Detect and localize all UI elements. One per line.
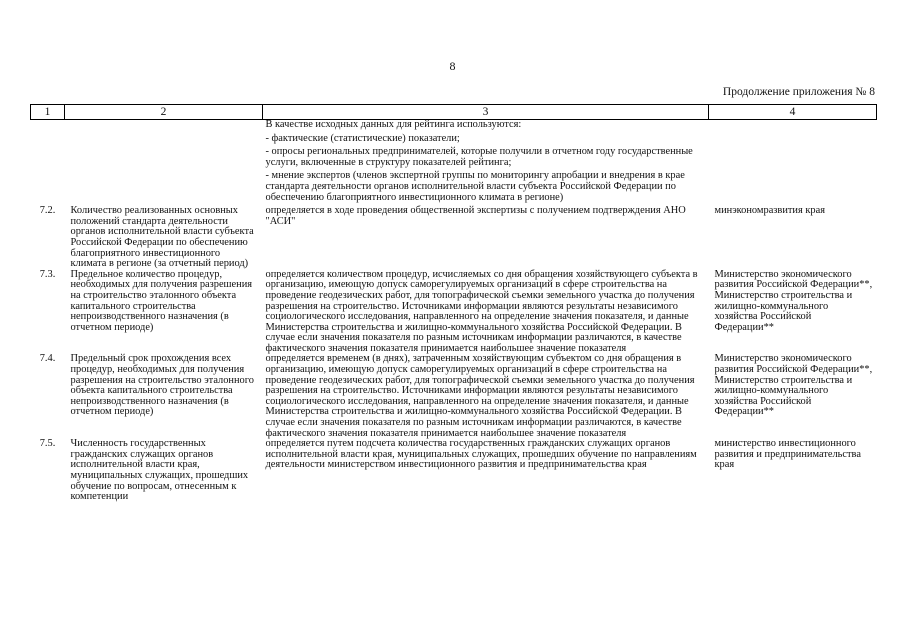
responsible-body: минэкономразвития края (714, 205, 825, 217)
calculation-method: определяется в ходе проведения общественной экспертизы с получением подтверждения АНО "АСИ" (265, 205, 686, 227)
table-row (31, 354, 877, 439)
indicators-table (30, 104, 877, 503)
calculation-method: определяется путем подсчета количества государственных гражданских служащих органов исполнительной власти края, муниципальных служащих, прошедших обучение по направлениям деятельности министерством инвестиционного развития и предпринимательства края (265, 438, 697, 471)
appendix-continuation-note: Продолжение приложения № 8 (722, 86, 875, 98)
indicator-name: Предельный срок прохождения всех процедур, необходимых для получения разрешения на строительство эталонного объекта капитального строительства непроизводственного назначения (в отчетном периоде) (70, 353, 254, 418)
intro-paragraph: В качестве исходных данных для рейтинга используются: (265, 119, 522, 130)
column-header-4: 4 (709, 105, 877, 120)
responsible-body: министерство инвестиционного развития и предпринимательства края (714, 438, 861, 471)
row-number: 7.2. (39, 205, 56, 217)
row-number: 7.4. (39, 353, 56, 365)
intro-paragraph: - фактические (статистические) показатели; (265, 132, 460, 144)
intro-paragraph: - опросы региональных предпринимателей, которые получили в отчетном году государственные услуги, включенные в структуру показателей рейтинга; (265, 146, 693, 168)
responsible-body: Министерство экономического развития Российской Федерации**, Министерство строительства и жилищно-коммунального хозяйства Российской Федерации** (714, 353, 873, 418)
table-header-row (31, 105, 877, 120)
row-number: 7.3. (39, 268, 56, 280)
row-number: 7.5. (39, 438, 56, 450)
indicator-name: Количество реализованных основных положений стандарта деятельности органов исполнительной власти субъекта Российской Федерации по обеспечению благоприятного инвестиционного климата в регионе (за отчетный период) (70, 205, 254, 270)
calculation-method: определяется количеством процедур, исчисляемых со дня обращения хозяйствующего субъекта в организацию, имеющую допуск саморегулируемых организаций в сфере строительства на проведение геодезических работ, для топографической съемки земельного участка до получения разрешения на строительство. Источниками информации являются результаты независимого социологического исследования, направленного на определение значения показателя, и данные Министерства строительства и жилищно-коммунального хозяйства Российской Федерации. В случае если значения показателя по разным источникам информации различаются, в качестве фактического значения показателя принимается наибольшее значение показателя (265, 268, 698, 354)
table-row (31, 439, 877, 503)
page-number: 8 (449, 59, 456, 73)
indicator-name: Предельное количество процедур, необходимых для получения разрешения на строительство эталонного объекта капитального строительства непроизводственного назначения (в отчетном периоде) (70, 268, 253, 333)
table-row (31, 206, 877, 270)
intro-cell (263, 120, 709, 207)
intro-paragraph: - мнение экспертов (членов экспертной группы по мониторингу апробации и внедрения в крае стандарта деятельности органов исполнительной власти субъекта Российской Федерации по обеспечению благоприятного инвестиционного климата в регионе) (265, 170, 685, 203)
column-header-2: 2 (65, 105, 263, 120)
table-row-intro (31, 120, 877, 207)
column-header-3: 3 (263, 105, 709, 120)
responsible-body: Министерство экономического развития Российской Федерации**, Министерство строительства и жилищно-коммунального хозяйства Российской Федерации** (714, 268, 873, 333)
calculation-method: определяется временем (в днях), затраченным хозяйствующим субъектом со дня обращения в организацию, имеющую допуск саморегулируемых организаций в сфере строительства на проведение геодезических работ, для топографической съемки земельного участка до получения разрешения на строительство. Источниками информации являются результаты независимого социологического исследования, направленного на определение значения показателя, и данные Министерства строительства и жилищно-коммунального хозяйства Российской Федерации. В случае если значения показателя по разным источникам информации различаются, в качестве фактического значения показателя принимается наибольшее значение показателя (265, 353, 695, 439)
column-header-1: 1 (31, 105, 65, 120)
table-row (31, 270, 877, 355)
indicator-name: Численность государственных гражданских служащих органов исполнительной власти края, муниципальных служащих, прошедших обучение по вопросам, отнесенным к компетенции (70, 438, 249, 503)
